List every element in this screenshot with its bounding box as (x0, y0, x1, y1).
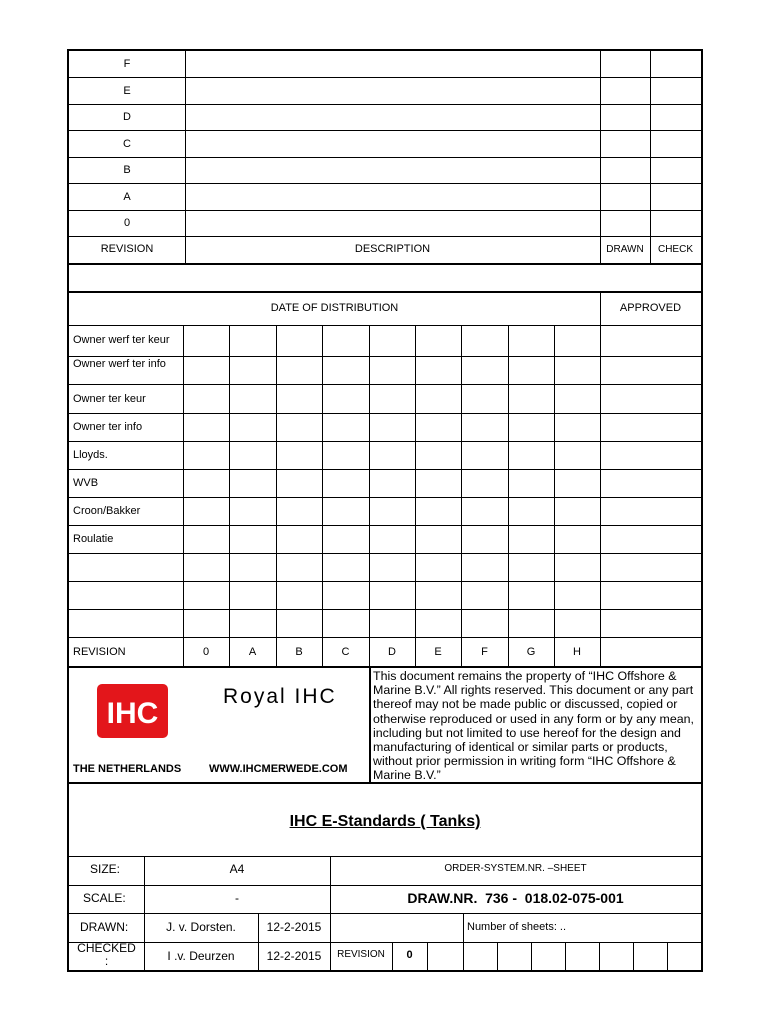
ihc-logo-icon (97, 684, 168, 738)
revision-letter: B (295, 646, 303, 658)
revision-row-label: D (123, 111, 131, 123)
distribution-row-label: Croon/Bakker (73, 505, 141, 517)
revision-letter: G (526, 646, 536, 658)
company-name: Royal IHC (223, 685, 337, 708)
revision-row-label: C (123, 138, 131, 150)
drawing-sheet (67, 49, 703, 972)
revision-letter: A (248, 646, 257, 658)
distribution-revision-label: REVISION (73, 646, 126, 658)
scale-value: - (235, 891, 239, 905)
drawn-by: J. v. Dorsten. (166, 920, 236, 934)
revision-row-label: B (123, 164, 131, 176)
description-header: DESCRIPTION (354, 243, 431, 255)
distribution-row-label: Owner werf ter keur (73, 334, 170, 346)
check-header: CHECK (657, 244, 693, 255)
distribution-row-label: Owner werf ter info (73, 358, 166, 370)
document-title: IHC E-Standards ( Tanks) (289, 813, 481, 830)
number-of-sheets: Number of sheets: .. (467, 921, 567, 933)
revision-row-label: A (123, 191, 131, 203)
svg-text:IHC: IHC (106, 697, 159, 730)
drawn-label: DRAWN: (80, 920, 129, 934)
approved-header: APPROVED (619, 302, 682, 314)
checked-label: CHECKED : (77, 941, 136, 968)
revision-value: 0 (406, 949, 413, 961)
revision-letter: E (434, 646, 442, 658)
revision-letter: 0 (202, 646, 210, 658)
order-system-label: ORDER-SYSTEM.NR. –SHEET (444, 863, 587, 874)
country-label: THE NETHERLANDS (73, 763, 182, 775)
revision-row-label: F (123, 58, 131, 70)
revision-row-label: E (123, 85, 131, 97)
distribution-row-label: WVB (73, 477, 99, 489)
checked-date: 12-2-2015 (266, 949, 322, 963)
distribution-row-label: Owner ter info (73, 421, 143, 433)
drawn-date: 12-2-2015 (266, 920, 322, 934)
revision-letter: H (573, 646, 581, 658)
property-notice: This document remains the property of “IHC Offshore & Marine B.V.” All rights reserved. This document or any part thereof may not be made public or discussed, copied or otherwise reproduced or used in any form or by any mean, including but not limited to use hereof for the design and manufacturing of identical or similar parts or products, without prior permission in writing form “IHC Offshore & Marine B.V.” (373, 669, 694, 783)
revision-letter: D (388, 646, 396, 658)
revision-header: REVISION (100, 243, 154, 255)
scale-label: SCALE: (83, 891, 126, 905)
revision-row-label: 0 (123, 217, 131, 229)
date-of-distribution-header: DATE OF DISTRIBUTION (270, 302, 399, 314)
revision-letter: C (341, 646, 350, 658)
size-value: A4 (229, 862, 245, 876)
drawn-header: DRAWN (606, 244, 644, 255)
ihc-logo (97, 684, 168, 738)
distribution-row-label: Owner ter keur (73, 393, 146, 405)
checked-by: I .v. Deurzen (167, 949, 235, 963)
revision-letter: F (481, 646, 488, 658)
distribution-row-label: Lloyds. (73, 449, 108, 461)
revision-label: REVISION (337, 949, 385, 960)
size-label: SIZE: (90, 862, 121, 876)
drawing-number: DRAW.NR. 736 - 018.02-075-001 (407, 890, 624, 906)
distribution-row-label: Roulatie (73, 533, 114, 545)
website-link[interactable]: WWW.IHCMERWEDE.COM (209, 763, 348, 775)
